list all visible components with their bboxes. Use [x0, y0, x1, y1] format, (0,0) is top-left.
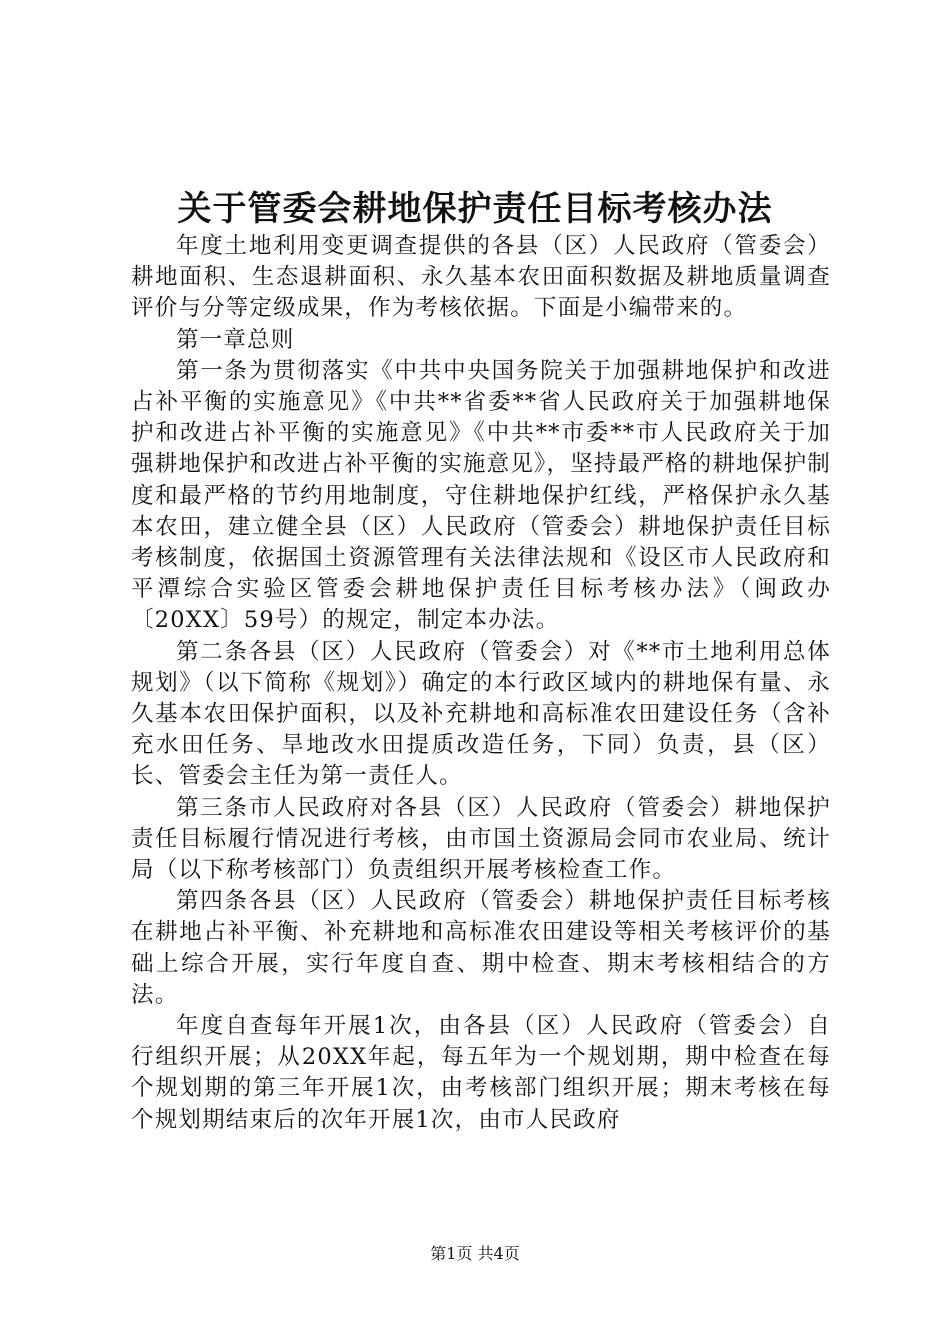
page-title: 关于管委会耕地保护责任目标考核办法 [177, 189, 773, 229]
document-body [131, 231, 831, 1136]
schedule-paragraph: 年度自查每年开展1次，由各县（区）人民政府（管委会）自行组织开展；从20XX年起，每五年为一个规划期，期中检查在每个规划期的第三年开展1次，由考核部门组织开展；期末考核在每个规划期结束后的次年开展1次，由市人民政府 [131, 1013, 831, 1133]
article-2-paragraph: 第二条各县（区）人民政府（管委会）对《**市土地利用总体规划》（以下简称《规划》）确定的本行政区域内的耕地保有量、永久基本农田保护面积，以及补充耕地和高标准农田建设任务（含补充水田任务、旱地改水田提质改造任务，下同）负责，县（区）长、管委会主任为第一责任人。 [131, 638, 831, 790]
intro-paragraph: 年度土地利用变更调查提供的各县（区）人民政府（管委会）耕地面积、生态退耕面积、永久基本农田面积数据及耕地质量调查评价与分等定级成果，作为考核依据。下面是小编带来的。 [131, 233, 831, 322]
article-1-paragraph: 第一条为贯彻落实《中共中央国务院关于加强耕地保护和改进占补平衡的实施意见》《中共**省委**省人民政府关于加强耕地保护和改进占补平衡的实施意见》《中共**市委**市人民政府关于加强耕地保护和改进占补平衡的实施意见》，坚持最严格的耕地保护制度和最严格的节约用地制度，守住耕地保护红线，严格保护永久基本农田，建立健全县（区）人民政府（管委会）耕地保护责任目标考核制度，依据国土资源管理有关法律法规和《设区市人民政府和平潭综合实验区管委会耕地保护责任目标考核办法》（闽政办〔20XX〕59号）的规定，制定本办法。 [131, 357, 831, 634]
article-4-paragraph: 第四条各县（区）人民政府（管委会）耕地保护责任目标考核在耕地占补平衡、补充耕地和高标准农田建设等相关考核评价的基础上综合开展，实行年度自查、期中检查、期末考核相结合的方法。 [131, 888, 831, 1008]
article-3-paragraph: 第三条市人民政府对各县（区）人民政府（管委会）耕地保护责任目标履行情况进行考核，由市国土资源局会同市农业局、统计局（以下称考核部门）负责组织开展考核检查工作。 [131, 794, 831, 884]
chapter-heading: 第一章总则 [176, 326, 295, 353]
page-footer: 第1页 共4页 [430, 1244, 520, 1263]
